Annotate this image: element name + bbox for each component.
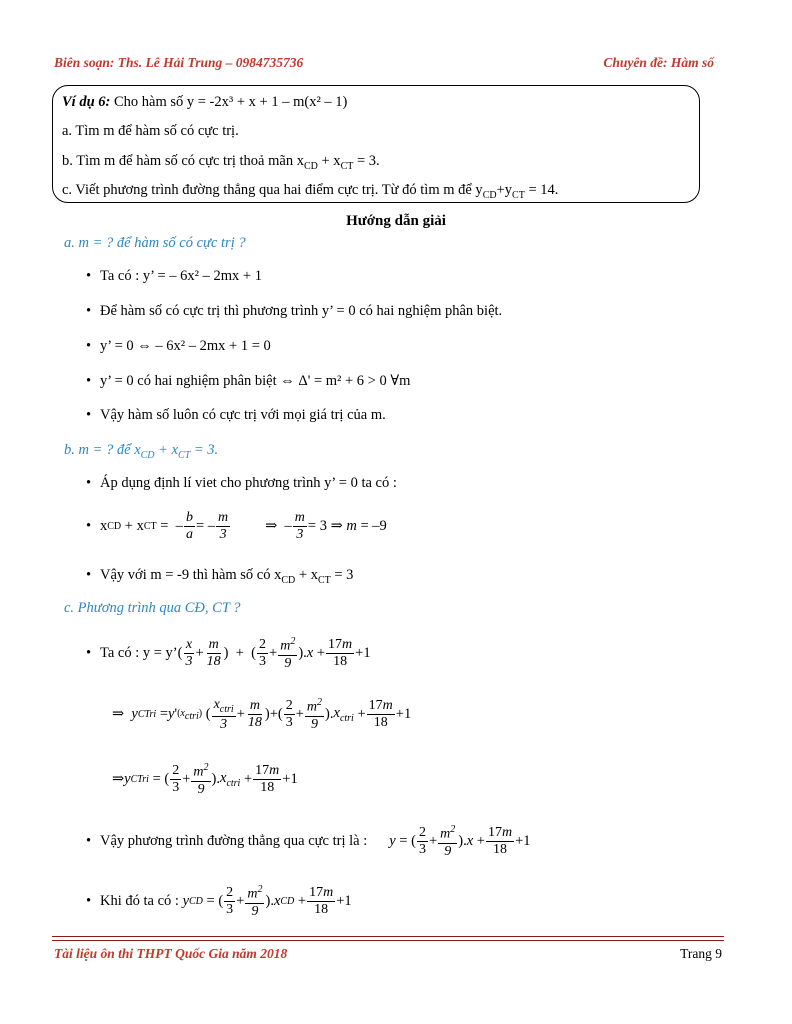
- part-c-line-2: ⇒ y CTri = y ' $(x_{ctri})$ ( $\frac{x_{ctri}}{3}$ + $\frac{m}{18}$ )+( $\frac{2}{3}$ + $\frac{m^2}{9}$ ). $x_{ctri}$ + $\frac{17m}{18}$ +1: [112, 697, 412, 732]
- page-number: Trang 9: [680, 946, 722, 961]
- part-b-line-3: • Vậy với m = -9 thì hàm số có $x_{CD} + x_{CT} = 3$: [86, 567, 354, 586]
- part-c-line-1: • Ta có : y = y’( $\frac{x}{3}$ + $\frac{m}{18}$ ) + ( $\frac{2}{3}$ + $\frac{m^2}{9}$ ). x + $\frac{17m}{18}$ +1: [86, 636, 371, 671]
- part-c-line-5: • Khi đó ta có : y CD = ( $\frac{2}{3}$ + $\frac{m^2}{9}$ ). x CD + $\frac{17m}{18}$ +1: [86, 884, 352, 919]
- part-a-line-3: • y’ = 0 ⇔ – 6x² – 2mx + 1 = 0: [86, 338, 271, 354]
- part-a-heading: a. m = ? để hàm số có cực trị ?: [64, 235, 246, 251]
- example-part-c: c. Viết phương trình đường thẳng qua hai điểm cực trị. Từ đó tìm m để $y_{CD}+y_{CT} = 14$.: [62, 182, 559, 201]
- part-c-line-3: ⇒ y CTri = ( $\frac{2}{3}$ + $\frac{m^2}{9}$ ). $x_{ctri}$ + $\frac{17m}{18}$ +1: [112, 762, 298, 797]
- footer-rule: [52, 936, 724, 937]
- example-intro: Cho hàm số: [113, 94, 184, 110]
- part-a-line-1: • Ta có : y’ = – 6x² – 2mx + 1: [86, 268, 262, 284]
- header-author: Biên soạn: Ths. Lê Hải Trung – 0984735736: [54, 55, 304, 70]
- part-c-line-4: • Vậy phương trình đường thẳng qua cực trị là : y = ( $\frac{2}{3}$ + $\frac{m^2}{9}$ ). x + $\frac{17m}{18}$ +1: [86, 824, 531, 859]
- example-part-a: a. Tìm m để hàm số có cực trị.: [62, 123, 239, 139]
- example-function: y = -2x³ + x + 1 – m(x² – 1): [186, 94, 348, 110]
- part-b-line-1: • Áp dụng định lí viet cho phương trình y’ = 0 ta có :: [86, 475, 397, 491]
- part-a-line-5: • Vậy hàm số luôn có cực trị với mọi giá trị của m.: [86, 407, 386, 423]
- part-b-vieta: • x CD + x CT = – $\frac{b}{a}$ = – $\frac{m}{3}$ ⇒ – $\frac{m}{3}$ = 3 ⇒ m = –9: [86, 510, 387, 543]
- example-statement: [62, 94, 347, 111]
- part-a-line-2: • Để hàm số có cực trị thì phương trình y’ = 0 có hai nghiệm phân biệt.: [86, 303, 503, 319]
- footer-rule-2: [52, 940, 724, 941]
- solution-title: Hướng dẫn giải: [346, 213, 446, 229]
- example-label: Ví dụ 6:: [62, 94, 111, 110]
- header-topic: Chuyên đề: Hàm số: [603, 55, 714, 70]
- footer-title: Tài liệu ôn thi THPT Quốc Gia năm 2018: [54, 946, 288, 961]
- part-c-heading: c. Phương trình qua CĐ, CT ?: [64, 600, 241, 616]
- example-part-b: b. Tìm m để hàm số có cực trị thoả mãn $x_{CD} + x_{CT} = 3$.: [62, 153, 380, 172]
- part-a-line-4: • y’ = 0 có hai nghiệm phân biệt ⇔ Δ' = m² + 6 > 0 ∀m: [86, 373, 411, 389]
- part-b-heading: b. m = ? để $x_{CD} + x_{CT} = 3$.: [64, 442, 219, 461]
